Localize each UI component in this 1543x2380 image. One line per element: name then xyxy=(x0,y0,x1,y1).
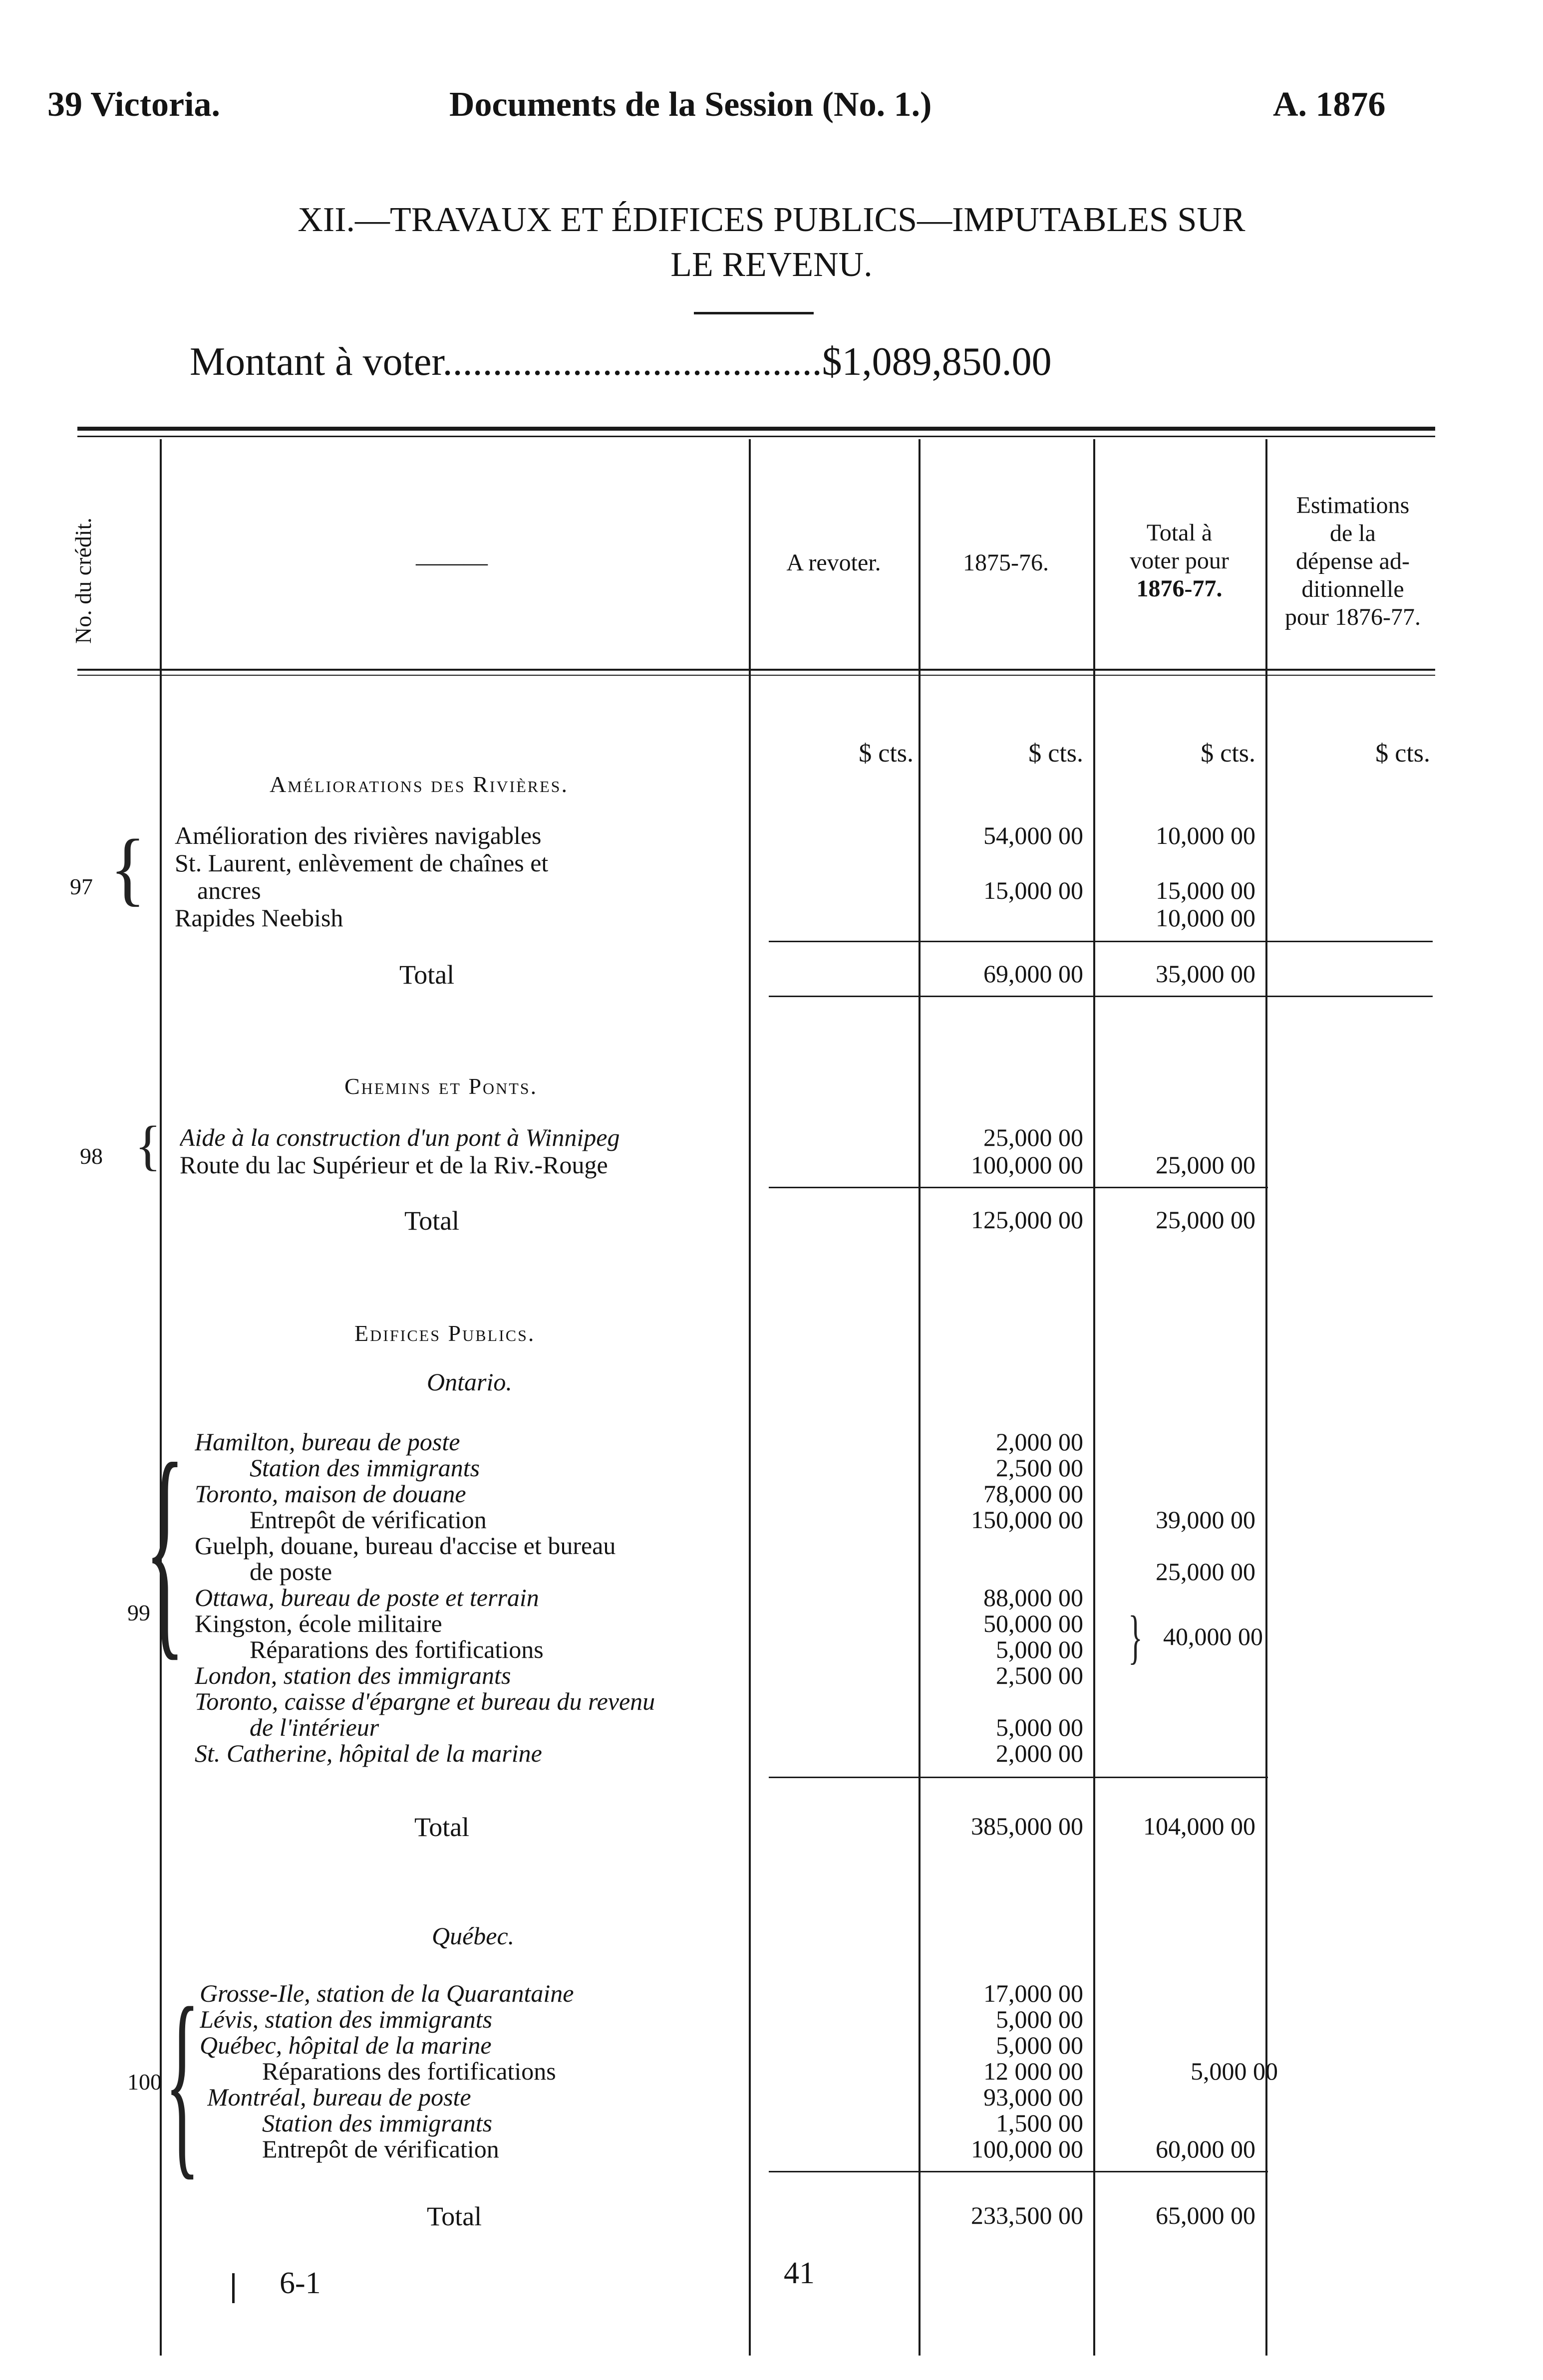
row-100-5-label: Montréal, bureau de poste xyxy=(207,2083,471,2111)
total-97-total: 35,000 00 xyxy=(1156,960,1255,988)
row-99-13-label: St. Catherine, hôpital de la marine xyxy=(195,1739,542,1767)
row-100-4-1875: 12 000 00 xyxy=(983,2057,1083,2085)
total-rule-99 xyxy=(769,1777,1268,1778)
row-97-4-label: Rapides Neebish xyxy=(175,904,343,932)
brace-99: { xyxy=(145,1414,185,1680)
credit-number-98: 98 xyxy=(80,1143,103,1169)
col-header-description: ——— xyxy=(416,549,488,576)
col-header-estimations xyxy=(1268,492,1438,631)
col-header-total-l2: voter pour xyxy=(1130,547,1229,574)
row-99-11-label: Toronto, caisse d'épargne et bureau du revenu xyxy=(195,1687,655,1715)
row-99-9-label: Réparations des fortifications xyxy=(250,1635,544,1663)
row-99-6-total: 25,000 00 xyxy=(1156,1558,1255,1586)
col-header-credit: No. du crédit. xyxy=(70,518,96,644)
cts-header-estim: $ cts. xyxy=(1375,739,1430,768)
row-98-1-label: Aide à la construction d'un pont à Winnipeg xyxy=(180,1123,620,1151)
row-99-8-label: Kingston, école militaire xyxy=(195,1609,442,1637)
row-100-1-label: Grosse-Ile, station de la Quarantaine xyxy=(200,1979,574,2007)
row-99-6-label: de poste xyxy=(250,1558,332,1586)
row-99-7-label: Ottawa, bureau de poste et terrain xyxy=(195,1584,539,1611)
subtitle-ontario: Ontario. xyxy=(427,1368,512,1396)
row-98-2-label: Route du lac Supérieur et de la Riv.-Rouge xyxy=(180,1151,608,1179)
row-97-2-label: St. Laurent, enlèvement de chaînes et xyxy=(175,849,549,877)
row-100-6-1875: 1,500 00 xyxy=(996,2109,1083,2137)
cts-header-1875: $ cts. xyxy=(1028,739,1083,768)
total-rule-97 xyxy=(769,941,1433,942)
col-header-estim-l5: pour 1876-77. xyxy=(1285,604,1421,630)
subtitle-quebec: Québec. xyxy=(432,1922,515,1950)
row-99-7-1875: 88,000 00 xyxy=(983,1584,1083,1611)
row-100-2-label: Lévis, station des immigrants xyxy=(200,2005,493,2033)
row-100-3-label: Québec, hôpital de la marine xyxy=(200,2031,492,2059)
total-99-total: 104,000 00 xyxy=(1143,1812,1255,1840)
row-97-4-total: 10,000 00 xyxy=(1156,904,1255,932)
title-divider xyxy=(694,312,814,314)
brace-kingston: } xyxy=(1128,1603,1143,1670)
row-98-2-1875: 100,000 00 xyxy=(971,1151,1083,1179)
col-rule-1875 xyxy=(1093,439,1095,2356)
row-99-10-label: London, station des immigrants xyxy=(195,1661,511,1689)
amount-to-vote: Montant à voter......................................$1,089,850.00 xyxy=(190,340,1052,384)
kingston-total: 40,000 00 xyxy=(1163,1622,1263,1650)
total-100-total: 65,000 00 xyxy=(1156,2201,1255,2229)
row-100-5-1875: 93,000 00 xyxy=(983,2083,1083,2111)
col-rule-credit xyxy=(160,439,162,2356)
row-99-4-1875: 150,000 00 xyxy=(971,1506,1083,1534)
brace-97: { xyxy=(110,822,146,914)
row-97-1-total: 10,000 00 xyxy=(1156,821,1255,849)
col-rule-desc xyxy=(749,439,751,2356)
col-header-estim-l4: ditionnelle xyxy=(1301,576,1404,602)
row-99-3-1875: 78,000 00 xyxy=(983,1480,1083,1508)
row-99-3-label: Toronto, maison de douane xyxy=(195,1480,466,1508)
total-rule-100 xyxy=(769,2171,1268,2172)
row-97-3-1875: 15,000 00 xyxy=(983,876,1083,904)
title-line-1: XII.—TRAVAUX ET ÉDIFICES PUBLICS—IMPUTABLES SUR xyxy=(298,201,1245,239)
credit-number-99: 99 xyxy=(127,1600,150,1625)
table-top-rule xyxy=(77,427,1435,431)
footer-mark xyxy=(232,2273,235,2303)
total-rule-97-bottom xyxy=(769,996,1433,997)
row-97-3-label: ancres xyxy=(197,876,261,904)
col-header-estim-l2: de la xyxy=(1330,520,1376,546)
row-100-4-total: 5,000 00 xyxy=(1191,2057,1278,2085)
row-99-2-1875: 2,500 00 xyxy=(996,1454,1083,1482)
row-99-4-label: Entrepôt de vérification xyxy=(250,1506,487,1534)
row-97-1-label: Amélioration des rivières navigables xyxy=(175,821,542,849)
section-title-rivieres: Améliorations des Rivières. xyxy=(270,772,569,797)
row-99-8-1875: 50,000 00 xyxy=(983,1609,1083,1637)
row-100-1-1875: 17,000 00 xyxy=(983,1979,1083,2007)
total-label-99: Total xyxy=(414,1812,470,1842)
footer-left: 6-1 xyxy=(280,2266,321,2300)
row-100-4-label: Réparations des fortifications xyxy=(262,2057,556,2085)
header-right: A. 1876 xyxy=(1273,85,1386,124)
section-title-edifices: Edifices Publics. xyxy=(354,1321,536,1346)
table-top-rule-thin xyxy=(77,436,1435,437)
credit-number-100: 100 xyxy=(127,2069,162,2095)
brace-98: { xyxy=(135,1115,161,1176)
row-99-9-1875: 5,000 00 xyxy=(996,1635,1083,1663)
header-bottom-rule xyxy=(77,669,1435,671)
total-97-1875: 69,000 00 xyxy=(983,960,1083,988)
credit-number-97: 97 xyxy=(70,874,93,899)
header-center: Documents de la Session (No. 1.) xyxy=(449,85,932,124)
row-100-6-label: Station des immigrants xyxy=(262,2109,493,2137)
total-rule-98 xyxy=(769,1187,1268,1188)
col-header-total-l1: Total à xyxy=(1146,520,1213,546)
col-header-revoter: A revoter. xyxy=(786,549,881,576)
cts-header-total: $ cts. xyxy=(1201,739,1255,768)
row-100-2-1875: 5,000 00 xyxy=(996,2005,1083,2033)
row-99-13-1875: 2,000 00 xyxy=(996,1739,1083,1767)
col-header-total-l3: 1876-77. xyxy=(1136,575,1223,602)
row-97-1-1875: 54,000 00 xyxy=(983,821,1083,849)
row-100-7-label: Entrepôt de vérification xyxy=(262,2135,499,2163)
page-number: 41 xyxy=(784,2256,815,2290)
cts-header-revoter: $ cts. xyxy=(859,739,914,768)
brace-100: { xyxy=(165,1965,200,2197)
row-98-2-total: 25,000 00 xyxy=(1156,1151,1255,1179)
total-label-97: Total xyxy=(399,960,455,990)
row-97-3-total: 15,000 00 xyxy=(1156,876,1255,904)
col-header-estim-l3: dépense ad- xyxy=(1296,548,1410,574)
col-header-estim-l1: Estimations xyxy=(1296,492,1410,519)
row-99-12-1875: 5,000 00 xyxy=(996,1713,1083,1741)
total-98-total: 25,000 00 xyxy=(1156,1206,1255,1234)
header-bottom-rule-thin xyxy=(77,675,1435,676)
row-99-2-label: Station des immigrants xyxy=(250,1454,480,1482)
section-title-chemins: Chemins et Ponts. xyxy=(344,1073,538,1099)
row-100-7-total: 60,000 00 xyxy=(1156,2135,1255,2163)
row-99-4-total: 39,000 00 xyxy=(1156,1506,1255,1534)
total-label-100: Total xyxy=(427,2201,482,2231)
row-99-1-label: Hamilton, bureau de poste xyxy=(195,1428,460,1456)
row-99-10-1875: 2,500 00 xyxy=(996,1661,1083,1689)
total-100-1875: 233,500 00 xyxy=(971,2201,1083,2229)
title-line-2: LE REVENU. xyxy=(670,246,873,284)
row-99-1-1875: 2,000 00 xyxy=(996,1428,1083,1456)
total-99-1875: 385,000 00 xyxy=(971,1812,1083,1840)
row-100-7-1875: 100,000 00 xyxy=(971,2135,1083,2163)
col-rule-revoter xyxy=(919,439,921,2356)
row-98-1-1875: 25,000 00 xyxy=(983,1123,1083,1151)
header-left: 39 Victoria. xyxy=(47,85,221,124)
total-label-98: Total xyxy=(404,1206,460,1236)
row-99-12-label: de l'intérieur xyxy=(250,1713,379,1741)
col-header-1875: 1875-76. xyxy=(963,549,1049,576)
col-header-total xyxy=(1096,519,1263,603)
row-99-5-label: Guelph, douane, bureau d'accise et bureau xyxy=(195,1532,616,1560)
total-98-1875: 125,000 00 xyxy=(971,1206,1083,1234)
row-100-3-1875: 5,000 00 xyxy=(996,2031,1083,2059)
